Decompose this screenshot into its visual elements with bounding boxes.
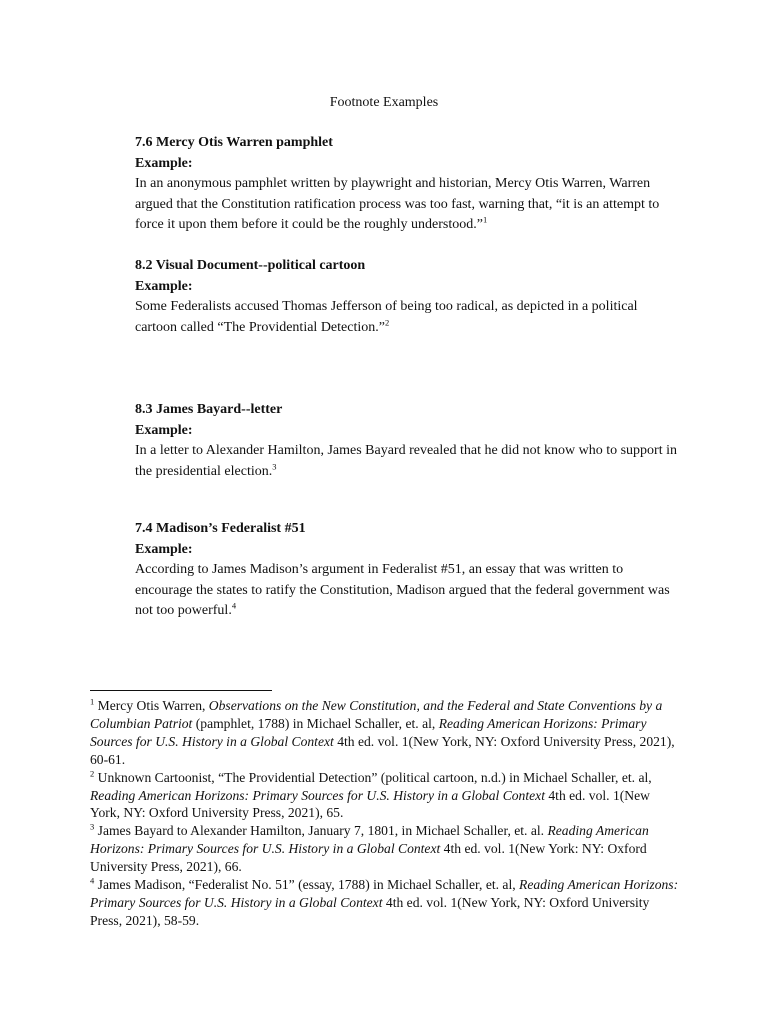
footnote-mark: 2 <box>90 768 95 779</box>
footnote-2 <box>90 769 680 823</box>
footnote-text: 4th ed. vol. 1(New York, NY: Oxford University Press, 2021), 60-61. <box>90 733 675 767</box>
footnote-book-title: Reading American Horizons: Primary Sources for U.S. History in a Global Context <box>90 715 647 749</box>
footnote-title: Observations on the New Constitution, and the Federal and State Conventions by a Columbian Patriot <box>90 698 663 731</box>
footnote-separator <box>90 690 272 691</box>
section-body-text: In an anonymous pamphlet written by playwright and historian, Mercy Otis Warren, Warren argued that the Constitution ratification process was too fast, warning that, “it is an attempt to force it upon them before it could be the roughly understood.” <box>135 176 660 232</box>
footnote-reference[interactable]: 2 <box>384 316 390 327</box>
example-label: Example: <box>135 155 193 171</box>
section-heading: 7.4 Madison’s Federalist #51 <box>135 521 306 536</box>
footnote-book-title: Reading American Horizons: Primary Sources for U.S. History in a Global Context <box>90 877 679 910</box>
footnote-text: James Bayard to Alexander Hamilton, January 7, 1801, in Michael Schaller, et. al. <box>94 823 548 839</box>
section-heading: 8.2 Visual Document--political cartoon <box>135 258 366 273</box>
footnote-book-title: Reading American Horizons: Primary Sources for U.S. History in a Global Context <box>90 823 649 857</box>
section-heading: 7.6 Mercy Otis Warren pamphlet <box>135 135 333 150</box>
footnote-text: 4th ed. vol. 1(New York: NY: Oxford University Press, 2021), 66. <box>90 841 647 875</box>
footnote-book-title: Reading American Horizons: Primary Sources for U.S. History in a Global Context <box>90 787 545 803</box>
section-heading: 8.3 James Bayard--letter <box>135 402 283 417</box>
footnote-reference[interactable]: 4 <box>231 600 237 611</box>
footnotes <box>90 697 680 930</box>
section-body <box>135 174 680 236</box>
footnote-mark: 1 <box>90 696 95 707</box>
footnote-text: Mercy Otis Warren, <box>94 698 209 713</box>
section-body <box>135 441 680 482</box>
footnote-mark: 4 <box>90 875 95 886</box>
footnote-text: (pamphlet, 1788) in Michael Schaller, et. al, <box>192 715 439 731</box>
footnote-text: 4th ed. vol. 1(New York, NY: Oxford University Press, 2021), 65. <box>90 787 650 821</box>
document-title: Footnote Examples <box>329 95 439 110</box>
footnote-4 <box>90 876 680 930</box>
footnote-text: James Madison, “Federalist No. 51” (essay, 1788) in Michael Schaller, et. al, <box>94 877 520 893</box>
section-body <box>135 297 680 338</box>
section-political-cartoon <box>135 256 680 338</box>
section-body <box>135 560 680 622</box>
footnote-reference[interactable]: 3 <box>272 460 277 471</box>
footnote-mark: 3 <box>90 821 95 832</box>
section-body-text: According to James Madison’s argument in Federalist #51, an essay that was written to encourage the states to ratify the Constitution, Madison argued that the federal government was not too powerful. <box>135 562 670 618</box>
section-federalist-51 <box>135 519 680 622</box>
footnote-1 <box>90 697 680 769</box>
section-warren-pamphlet <box>135 133 680 236</box>
footnote-reference[interactable]: 1 <box>482 214 488 225</box>
example-label: Example: <box>135 541 193 557</box>
footnote-3 <box>90 822 680 876</box>
section-body-text: Some Federalists accused Thomas Jefferson of being too radical, as depicted in a political cartoon called “The Providential Detection.” <box>135 299 638 335</box>
footnote-text: 4th ed. vol. 1(New York, NY: Oxford University Press, 2021), 58-59. <box>90 894 650 928</box>
section-bayard-letter <box>135 400 680 482</box>
footnote-text: Unknown Cartoonist, “The Providential Detection” (political cartoon, n.d.) in Michael Schaller, et. al, <box>94 769 652 785</box>
example-label: Example: <box>135 422 193 438</box>
section-body-text: In a letter to Alexander Hamilton, James Bayard revealed that he did not know who to support in the presidential election. <box>135 443 677 479</box>
example-label: Example: <box>135 278 193 294</box>
